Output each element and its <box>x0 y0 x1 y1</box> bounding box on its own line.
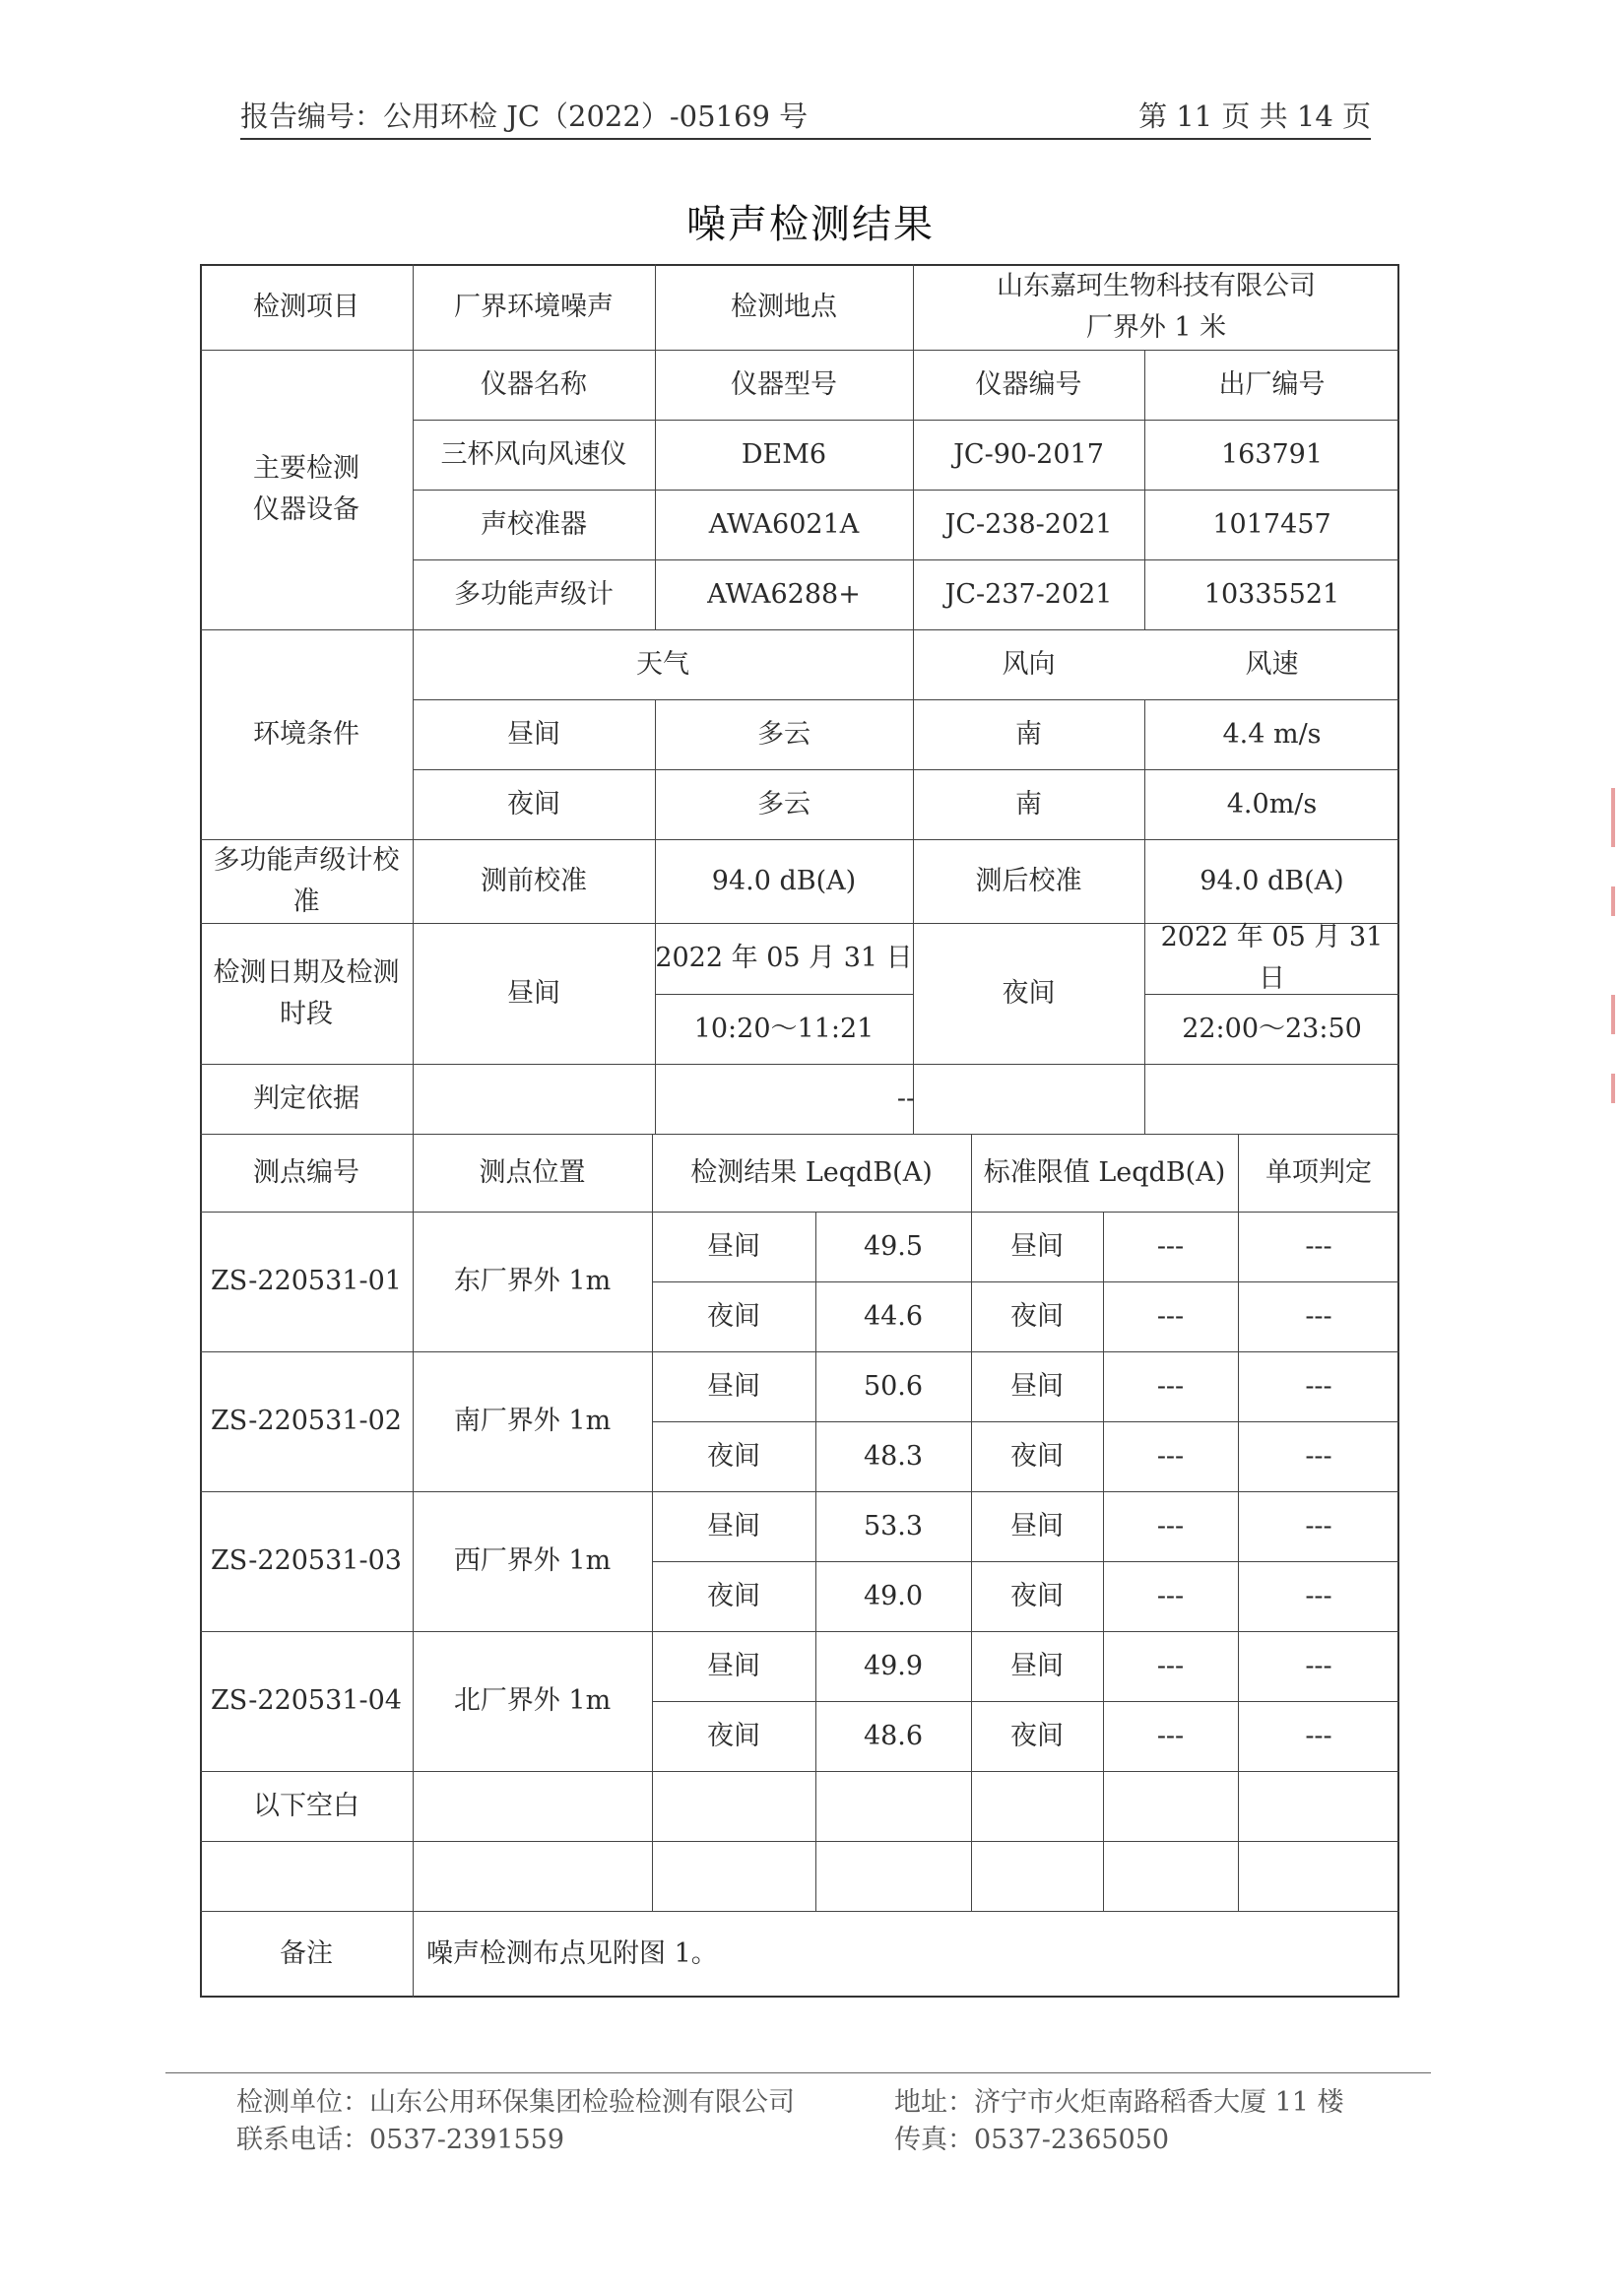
judgement: --- <box>1305 1440 1332 1472</box>
calibration-label: 多功能声级计校准 <box>213 844 400 917</box>
env-period: 夜间 <box>507 788 560 820</box>
instrument-model: AWA6288+ <box>707 578 861 610</box>
results-header-id: 测点编号 <box>253 1156 359 1188</box>
point-id: ZS-220531-04 <box>211 1685 402 1716</box>
limit-period: 昼间 <box>1010 1370 1064 1402</box>
instrument-id: JC-238-2021 <box>944 508 1113 540</box>
point-id: ZS-220531-02 <box>211 1406 402 1436</box>
calibration-after-label: 测后校准 <box>975 865 1082 896</box>
limit-period: 昼间 <box>1010 1510 1064 1542</box>
limit-value: --- <box>1156 1580 1185 1611</box>
result-value: 49.5 <box>863 1230 924 1262</box>
day-date: 2022 年 05 月 31 日 <box>655 943 913 973</box>
judgement: --- <box>1305 1580 1332 1611</box>
blank-below-label: 以下空白 <box>253 1790 359 1821</box>
page-indicator: 第 11 页 共 14 页 <box>1138 99 1371 133</box>
env-wind-direction: 南 <box>1015 718 1042 750</box>
judgement: --- <box>1305 1720 1332 1751</box>
footer-divider <box>165 2072 1431 2073</box>
result-value: 49.9 <box>863 1650 924 1681</box>
item-value: 厂界环境噪声 <box>454 291 614 322</box>
night-time: 22:00～23:50 <box>1182 1013 1362 1044</box>
limit-value: --- <box>1156 1510 1185 1542</box>
env-period: 昼间 <box>507 718 560 750</box>
instrument-header-id: 仪器编号 <box>975 368 1082 400</box>
calibration-before-label: 测前校准 <box>481 865 587 896</box>
result-value: 44.6 <box>863 1300 924 1332</box>
site-value <box>913 264 1399 350</box>
point-location: 西厂界外 1m <box>453 1545 612 1576</box>
instrument-header-name: 仪器名称 <box>481 368 587 400</box>
results-header-limit: 标准限值 LeqdB(A) <box>983 1156 1226 1188</box>
result-period: 昼间 <box>707 1370 760 1402</box>
result-value: 53.3 <box>863 1510 924 1542</box>
result-period: 夜间 <box>707 1440 760 1472</box>
basis-value: -- <box>896 1082 916 1114</box>
date-period-label: 检测日期及检测时段 <box>213 956 400 1029</box>
footer-unit: 检测单位：山东公用环保集团检验检测有限公司 <box>236 2087 795 2118</box>
result-period: 昼间 <box>707 1230 760 1262</box>
result-value: 48.6 <box>863 1720 924 1751</box>
limit-value: --- <box>1156 1650 1185 1681</box>
instrument-id: JC-90-2017 <box>953 438 1104 470</box>
footer-fax: 传真：0537-2365050 <box>894 2125 1170 2155</box>
seal-mark <box>1611 886 1615 916</box>
judgement: --- <box>1305 1650 1332 1681</box>
limit-period: 夜间 <box>1010 1720 1064 1751</box>
limit-period: 夜间 <box>1010 1580 1064 1611</box>
result-period: 夜间 <box>707 1300 760 1332</box>
result-value: 48.3 <box>863 1440 924 1472</box>
calibration-before-value: 94.0 dB(A) <box>711 865 857 896</box>
instrument-name: 三杯风向风速仪 <box>440 438 627 470</box>
environment-label: 环境条件 <box>253 718 359 750</box>
row-line <box>200 1841 1399 1842</box>
point-location: 北厂界外 1m <box>453 1685 612 1716</box>
result-value: 50.6 <box>863 1370 924 1402</box>
result-value: 49.0 <box>863 1580 924 1611</box>
limit-value: --- <box>1156 1720 1185 1751</box>
site-line-1: 山东嘉珂生物科技有限公司 <box>997 270 1316 301</box>
env-weather: 多云 <box>757 788 810 820</box>
calibration-after-value: 94.0 dB(A) <box>1200 865 1344 896</box>
point-location: 东厂界外 1m <box>453 1266 612 1296</box>
seal-mark <box>1611 1074 1615 1103</box>
results-header-location: 测点位置 <box>479 1156 586 1188</box>
footer-phone: 联系电话：0537-2391559 <box>236 2125 565 2155</box>
limit-value: --- <box>1156 1440 1185 1472</box>
report-number: 报告编号：公用环检 JC（2022）-05169 号 <box>240 99 809 133</box>
instrument-name: 声校准器 <box>481 508 587 540</box>
seal-mark <box>1611 788 1615 847</box>
instrument-serial: 1017457 <box>1212 508 1331 540</box>
result-period: 昼间 <box>707 1650 760 1681</box>
day-label: 昼间 <box>507 977 560 1009</box>
day-time: 10:20～11:21 <box>693 1013 875 1044</box>
night-label: 夜间 <box>1002 977 1056 1009</box>
instrument-name: 多功能声级计 <box>454 578 614 610</box>
result-period: 昼间 <box>707 1510 760 1542</box>
results-header-judgement: 单项判定 <box>1265 1156 1372 1188</box>
limit-value: --- <box>1156 1370 1185 1402</box>
limit-value: --- <box>1156 1230 1185 1262</box>
env-header-weather: 天气 <box>636 648 689 680</box>
instruments-section-label <box>200 350 413 629</box>
instrument-model: AWA6021A <box>708 508 860 540</box>
instrument-id: JC-237-2021 <box>944 578 1113 610</box>
env-header-wind-direction: 风向 <box>1002 648 1056 680</box>
site-line-2: 厂界外 1 米 <box>1085 311 1227 343</box>
judgement: --- <box>1305 1510 1332 1542</box>
results-header-result: 检测结果 LeqdB(A) <box>690 1156 933 1188</box>
remarks-value: 噪声检测布点见附图 1。 <box>426 1938 718 1969</box>
instrument-header-model: 仪器型号 <box>731 368 837 400</box>
result-period: 夜间 <box>707 1720 760 1751</box>
judgement: --- <box>1305 1230 1332 1262</box>
instrument-model: DEM6 <box>741 438 827 470</box>
env-wind-speed: 4.0m/s <box>1226 788 1318 820</box>
instrument-header-serial: 出厂编号 <box>1218 368 1326 400</box>
site-label: 检测地点 <box>731 291 837 322</box>
judgement: --- <box>1305 1300 1332 1332</box>
page-title: 噪声检测结果 <box>686 202 935 247</box>
remarks-label: 备注 <box>280 1938 333 1969</box>
point-id: ZS-220531-01 <box>211 1266 402 1296</box>
point-location: 南厂界外 1m <box>453 1406 612 1436</box>
footer-address: 地址：济宁市火炬南路稻香大厦 11 楼 <box>894 2087 1344 2118</box>
result-period: 夜间 <box>707 1580 760 1611</box>
env-weather: 多云 <box>757 718 810 750</box>
judgement: --- <box>1305 1370 1332 1402</box>
env-wind-speed: 4.4 m/s <box>1222 718 1322 750</box>
limit-value: --- <box>1156 1300 1185 1332</box>
limit-period: 昼间 <box>1010 1230 1064 1262</box>
instrument-serial: 163791 <box>1220 438 1324 470</box>
night-date: 2022 年 05 月 31 日 <box>1160 922 1384 994</box>
limit-period: 夜间 <box>1010 1300 1064 1332</box>
limit-period: 昼间 <box>1010 1650 1064 1681</box>
instrument-serial: 10335521 <box>1203 578 1340 610</box>
basis-label: 判定依据 <box>253 1082 359 1114</box>
limit-period: 夜间 <box>1010 1440 1064 1472</box>
env-header-wind-speed: 风速 <box>1245 648 1299 680</box>
seal-mark <box>1611 995 1615 1034</box>
instruments-label-text: 主要检测仪器设备 <box>253 453 359 525</box>
item-label: 检测项目 <box>253 291 359 322</box>
point-id: ZS-220531-03 <box>211 1545 402 1576</box>
env-wind-direction: 南 <box>1015 788 1042 820</box>
